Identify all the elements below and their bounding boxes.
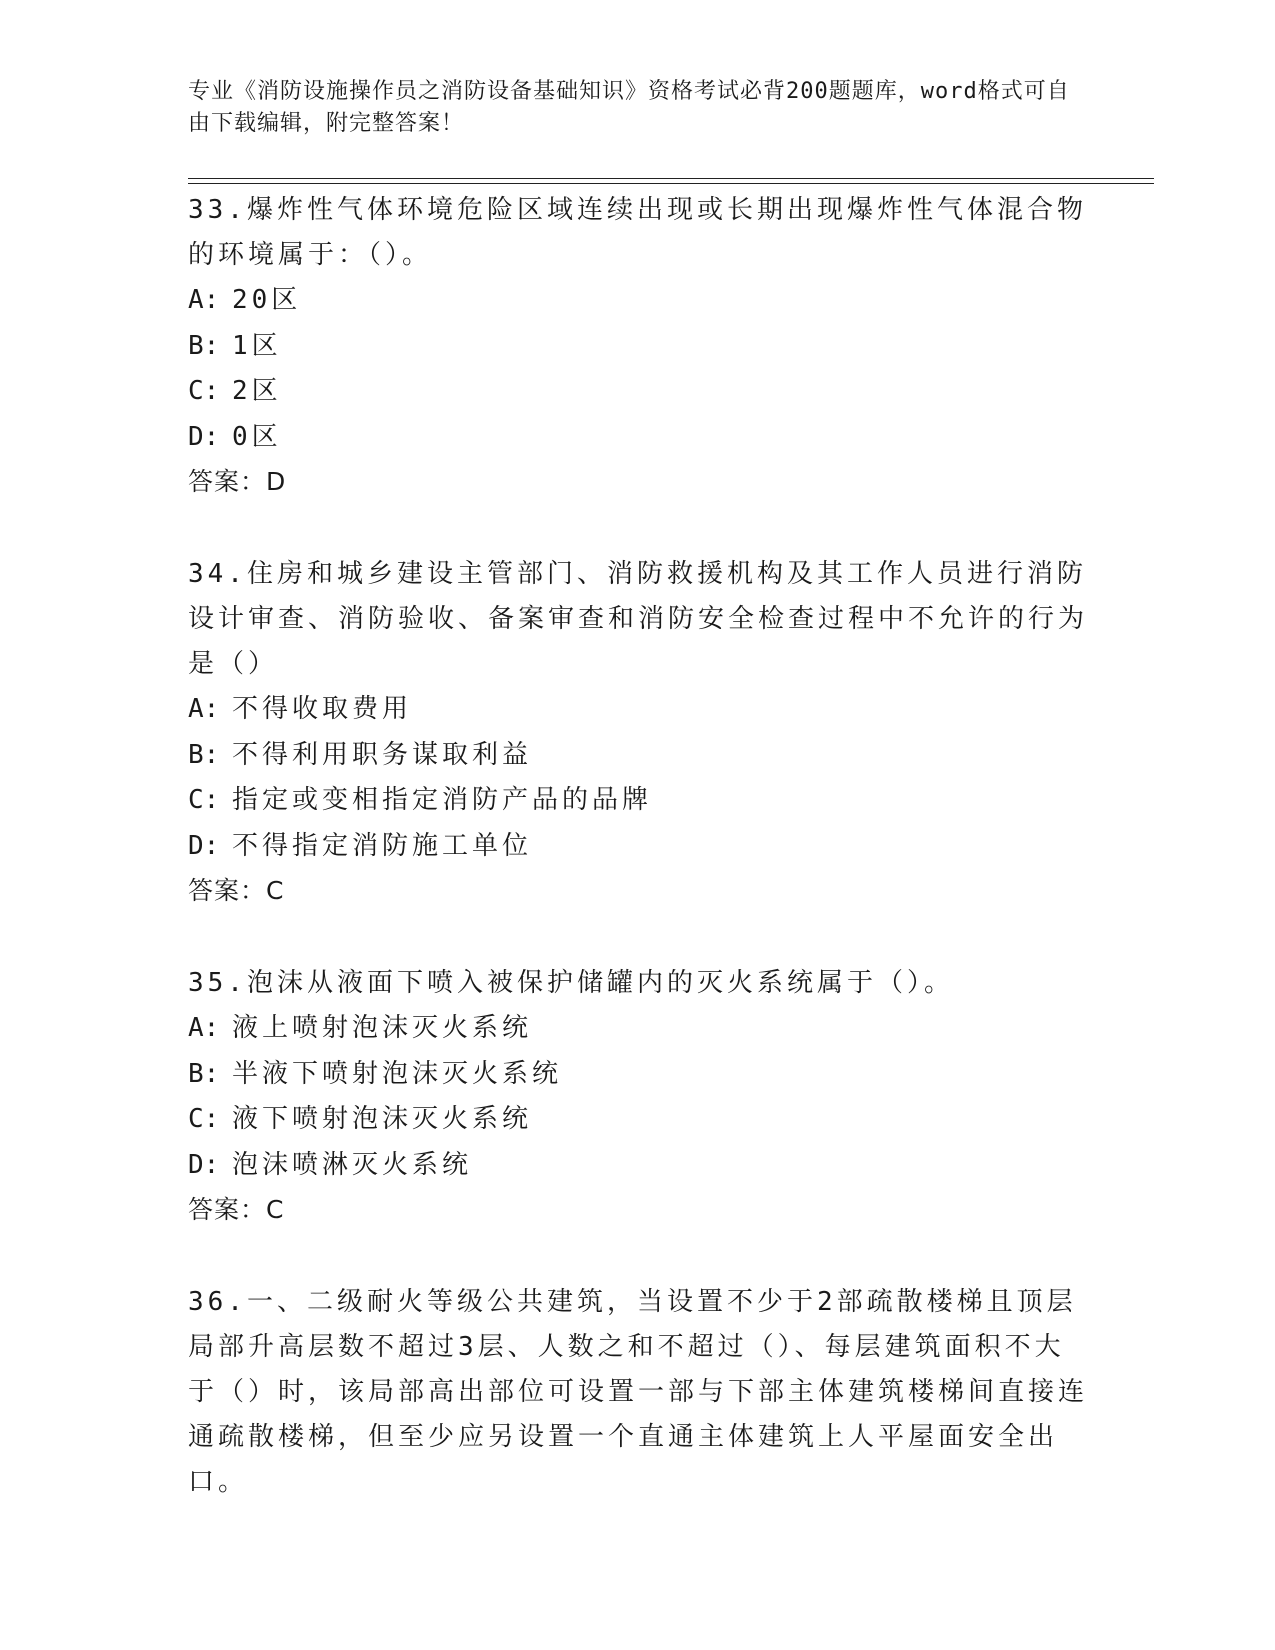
- option-text: 0区: [232, 421, 282, 452]
- option-text: 不得收取费用: [232, 694, 413, 724]
- option-c: [188, 369, 1088, 415]
- question-stem: 34.住房和城乡建设主管部门、消防救援机构及其工作人员进行消防设计审查、消防验收、备案审查和消防安全检查过程中不允许的行为是（）: [188, 559, 1089, 679]
- option-letter: C:: [188, 785, 220, 815]
- question-stem: 36.一、二级耐火等级公共建筑，当设置不少于2部疏散楼梯且顶层局部升高层数不超过3层、人数之和不超过（）、每层建筑面积不大于（）时，该局部高出部位可设置一部与下部主体建筑楼梯间直接连通疏散楼梯，但至少应另设置一个直通主体建筑上人平屋面安全出口。: [188, 1287, 1089, 1497]
- question-35: [188, 961, 1088, 1232]
- option-a: [188, 687, 1088, 733]
- question-36: [188, 1280, 1088, 1505]
- option-a: [188, 1006, 1088, 1052]
- option-letter: B:: [188, 739, 220, 770]
- option-text: 20区: [232, 285, 302, 315]
- option-b: [188, 1052, 1088, 1098]
- option-letter: C:: [188, 376, 220, 406]
- option-letter: D:: [188, 421, 220, 452]
- option-text: 不得利用职务谋取利益: [232, 739, 533, 770]
- option-text: 指定或变相指定消防产品的品牌: [232, 785, 653, 815]
- option-b: [188, 324, 1088, 370]
- answer-line: 答案：C: [188, 1195, 285, 1224]
- option-letter: C:: [188, 1104, 220, 1134]
- option-d: [188, 1143, 1088, 1189]
- option-a: [188, 278, 1088, 324]
- header-rule-bottom: [188, 183, 1154, 184]
- option-letter: B:: [188, 330, 220, 361]
- option-c: [188, 1097, 1088, 1143]
- answer-line: 答案：D: [188, 467, 287, 496]
- question-33: [188, 188, 1088, 504]
- option-letter: A:: [188, 285, 220, 315]
- option-c: [188, 778, 1088, 824]
- question-stem: 35.泡沫从液面下喷入被保护储罐内的灭火系统属于（）。: [188, 968, 954, 998]
- question-stem: 33.爆炸性气体环境危险区域连续出现或长期出现爆炸性气体混合物的环境属于：（）。: [188, 195, 1087, 270]
- option-text: 泡沫喷淋灭火系统: [232, 1149, 473, 1180]
- option-letter: A:: [188, 1013, 220, 1043]
- option-letter: D:: [188, 1149, 220, 1180]
- document-header: 专业《消防设施操作员之消防设备基础知识》资格考试必背200题题库，word格式可自由下载编辑，附完整答案！: [188, 79, 1070, 136]
- option-text: 1区: [232, 330, 282, 361]
- option-d: [188, 415, 1088, 461]
- answer-line: 答案：C: [188, 876, 285, 905]
- option-text: 液上喷射泡沫灭火系统: [232, 1013, 533, 1043]
- header-rule-top: [188, 178, 1154, 179]
- option-letter: A:: [188, 694, 220, 724]
- option-text: 不得指定消防施工单位: [232, 830, 533, 861]
- option-text: 半液下喷射泡沫灭火系统: [232, 1058, 563, 1089]
- option-text: 液下喷射泡沫灭火系统: [232, 1104, 533, 1134]
- option-text: 2区: [232, 376, 282, 406]
- option-letter: D:: [188, 830, 220, 861]
- question-34: [188, 552, 1088, 913]
- option-d: [188, 824, 1088, 870]
- option-b: [188, 733, 1088, 779]
- question-list: [188, 188, 1088, 1553]
- option-letter: B:: [188, 1058, 220, 1089]
